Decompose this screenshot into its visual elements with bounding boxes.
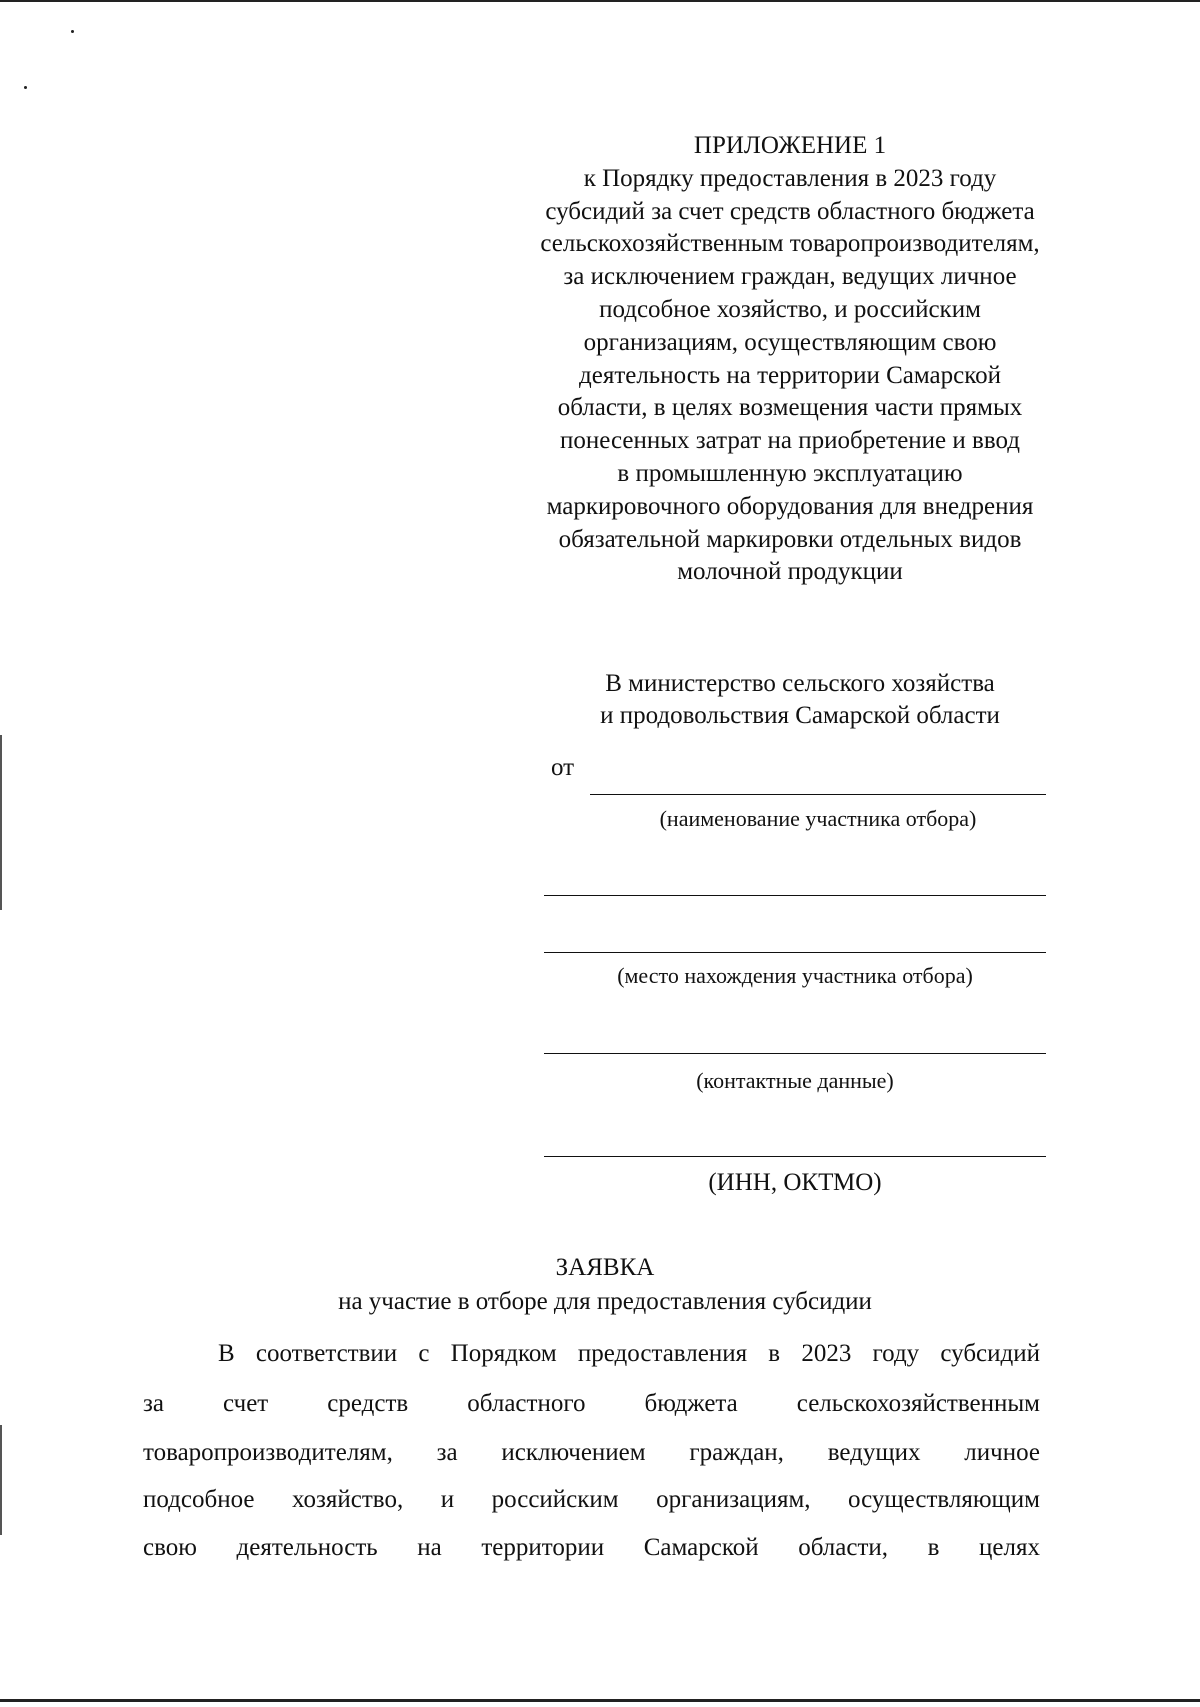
appendix-title: ПРИЛОЖЕНИЕ 1: [693, 132, 887, 159]
body-text-line: свою деятельность на территории Самарской области, в целях: [143, 1534, 1040, 1561]
appendix-line: понесенных затрат на приобретение и ввод: [560, 427, 1020, 455]
appendix-header: [470, 130, 1110, 589]
addressee-block: [540, 668, 1060, 732]
scan-speck: [24, 86, 27, 89]
appendix-line: за исключением граждан, ведущих личное: [563, 263, 1017, 291]
appendix-line: организациям, осуществляющим свою: [583, 328, 997, 356]
inn-oktmo-field[interactable]: [544, 1156, 1046, 1157]
appendix-line: молочной продукции: [677, 558, 903, 586]
scan-border-left: [0, 735, 2, 910]
location-caption: (место нахождения участника отбора): [617, 963, 973, 988]
addressee-line: и продовольствия Самарской области: [600, 702, 1000, 729]
participant-name-field[interactable]: [590, 794, 1046, 795]
appendix-line: деятельность на территории Самарской: [579, 361, 1001, 389]
appendix-line: к Порядку предоставления в 2023 году: [583, 164, 997, 192]
scan-border-top: [0, 0, 1200, 2]
scan-speck: [71, 30, 74, 33]
appendix-line: маркировочного оборудования для внедрения: [546, 492, 1034, 520]
scan-border-bottom: [0, 1699, 1200, 1702]
location-field-line-2[interactable]: [544, 952, 1046, 953]
appendix-line: подсобное хозяйство, и российским: [599, 295, 981, 323]
body-text-line: за счет средств областного бюджета сельскохозяйственным: [143, 1390, 1040, 1417]
document-subtitle: на участие в отборе для предоставления субсидии: [338, 1288, 872, 1315]
document-title: ЗАЯВКА: [555, 1254, 655, 1281]
body-text-line: В соответствии с Порядком предоставления в 2023 году субсидий: [218, 1340, 1040, 1367]
appendix-line: сельскохозяйственным товаропроизводителям,: [540, 230, 1040, 258]
appendix-line: субсидий за счет средств областного бюджета: [545, 197, 1035, 225]
participant-name-caption: (наименование участника отбора): [659, 806, 977, 831]
appendix-line: обязательной маркировки отдельных видов: [558, 525, 1022, 553]
body-text-line: подсобное хозяйство, и российским организациям, осуществляющим: [143, 1486, 1040, 1513]
contacts-caption: (контактные данные): [696, 1068, 894, 1093]
inn-oktmo-caption: (ИНН, ОКТМО): [708, 1169, 882, 1196]
appendix-line: в промышленную эксплуатацию: [617, 459, 963, 487]
body-text-line: товаропроизводителям, за исключением граждан, ведущих личное: [143, 1439, 1040, 1466]
contacts-field[interactable]: [544, 1053, 1046, 1054]
location-field-line-1[interactable]: [544, 895, 1046, 896]
addressee-line: В министерство сельского хозяйства: [605, 670, 995, 697]
scan-border-left: [0, 1425, 2, 1535]
appendix-line: области, в целях возмещения части прямых: [557, 394, 1023, 422]
from-label: от: [551, 754, 575, 781]
